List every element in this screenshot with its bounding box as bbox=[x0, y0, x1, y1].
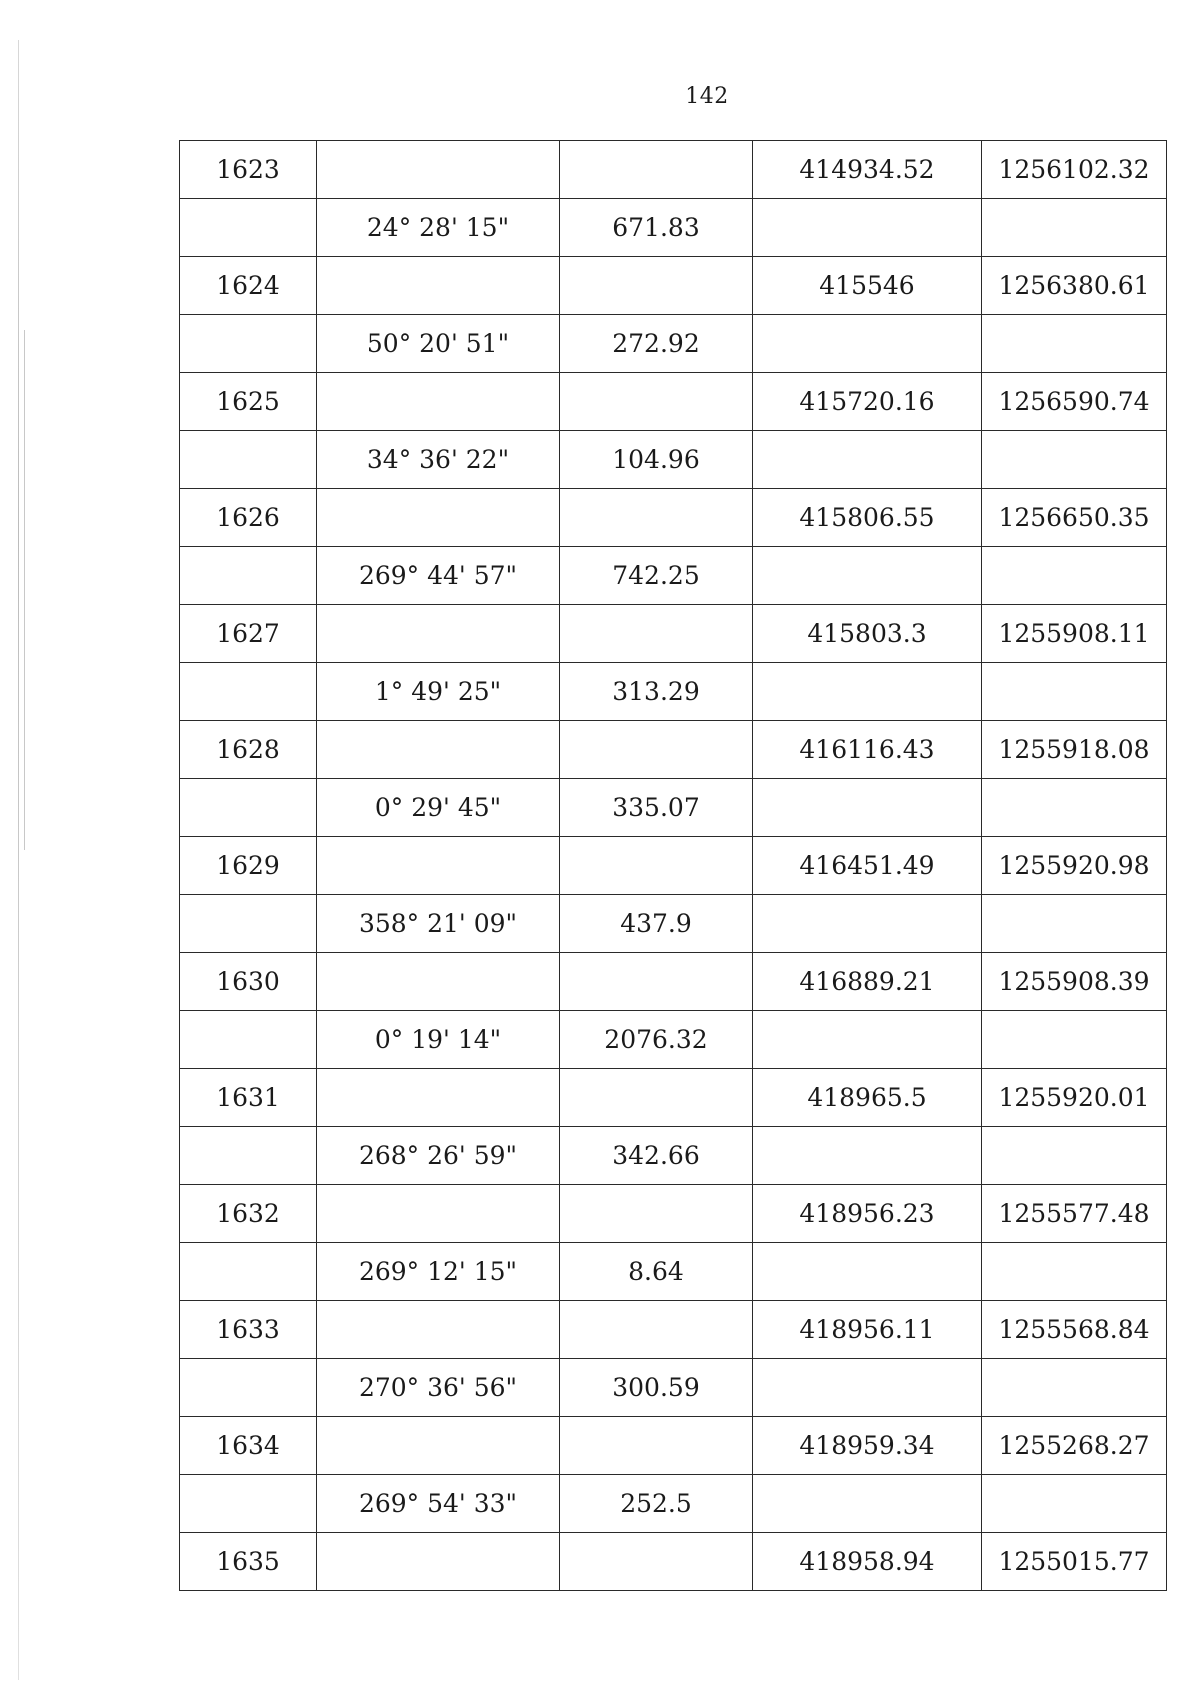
scan-edge-line bbox=[18, 40, 19, 1680]
easting-cell bbox=[982, 431, 1167, 489]
table-row bbox=[180, 663, 1167, 721]
distance-cell: 342.66 bbox=[560, 1127, 753, 1185]
distance-cell bbox=[560, 837, 753, 895]
distance-cell: 313.29 bbox=[560, 663, 753, 721]
table-row bbox=[180, 1069, 1167, 1127]
page-number: 142 bbox=[685, 84, 729, 109]
easting-cell: 1256380.61 bbox=[982, 257, 1167, 315]
bearing-cell: 269° 44' 57" bbox=[317, 547, 560, 605]
northing-cell: 415720.16 bbox=[753, 373, 982, 431]
station-cell bbox=[180, 1011, 317, 1069]
bearing-cell: 269° 12' 15" bbox=[317, 1243, 560, 1301]
table-row bbox=[180, 373, 1167, 431]
table-body bbox=[180, 141, 1167, 1591]
bearing-cell: 269° 54' 33" bbox=[317, 1475, 560, 1533]
bearing-cell bbox=[317, 1185, 560, 1243]
easting-cell bbox=[982, 779, 1167, 837]
station-cell: 1631 bbox=[180, 1069, 317, 1127]
easting-cell: 1256102.32 bbox=[982, 141, 1167, 199]
station-cell: 1635 bbox=[180, 1533, 317, 1591]
northing-cell bbox=[753, 1127, 982, 1185]
easting-cell: 1255908.11 bbox=[982, 605, 1167, 663]
station-cell: 1630 bbox=[180, 953, 317, 1011]
station-cell bbox=[180, 1359, 317, 1417]
distance-cell bbox=[560, 721, 753, 779]
bearing-cell: 0° 29' 45" bbox=[317, 779, 560, 837]
northing-cell: 414934.52 bbox=[753, 141, 982, 199]
northing-cell: 415546 bbox=[753, 257, 982, 315]
northing-cell bbox=[753, 1475, 982, 1533]
table-row bbox=[180, 1533, 1167, 1591]
northing-cell bbox=[753, 547, 982, 605]
northing-cell bbox=[753, 431, 982, 489]
station-cell: 1624 bbox=[180, 257, 317, 315]
easting-cell: 1255918.08 bbox=[982, 721, 1167, 779]
easting-cell: 1255577.48 bbox=[982, 1185, 1167, 1243]
bearing-cell bbox=[317, 1417, 560, 1475]
table-row bbox=[180, 547, 1167, 605]
station-cell: 1625 bbox=[180, 373, 317, 431]
bearing-cell bbox=[317, 489, 560, 547]
station-cell bbox=[180, 431, 317, 489]
bearing-cell: 1° 49' 25" bbox=[317, 663, 560, 721]
station-cell bbox=[180, 1475, 317, 1533]
station-cell: 1629 bbox=[180, 837, 317, 895]
distance-cell: 252.5 bbox=[560, 1475, 753, 1533]
easting-cell: 1255568.84 bbox=[982, 1301, 1167, 1359]
station-cell bbox=[180, 315, 317, 373]
table-row bbox=[180, 1359, 1167, 1417]
table-row bbox=[180, 721, 1167, 779]
distance-cell: 8.64 bbox=[560, 1243, 753, 1301]
bearing-cell: 0° 19' 14" bbox=[317, 1011, 560, 1069]
easting-cell: 1255015.77 bbox=[982, 1533, 1167, 1591]
distance-cell bbox=[560, 489, 753, 547]
northing-cell bbox=[753, 1243, 982, 1301]
easting-cell bbox=[982, 663, 1167, 721]
table-row bbox=[180, 1011, 1167, 1069]
easting-cell bbox=[982, 1475, 1167, 1533]
northing-cell: 415803.3 bbox=[753, 605, 982, 663]
bearing-cell: 50° 20' 51" bbox=[317, 315, 560, 373]
bearing-cell bbox=[317, 721, 560, 779]
distance-cell bbox=[560, 141, 753, 199]
station-cell: 1634 bbox=[180, 1417, 317, 1475]
easting-cell: 1255268.27 bbox=[982, 1417, 1167, 1475]
table-row bbox=[180, 1475, 1167, 1533]
easting-cell bbox=[982, 199, 1167, 257]
northing-cell: 416116.43 bbox=[753, 721, 982, 779]
table-row bbox=[180, 199, 1167, 257]
distance-cell bbox=[560, 1069, 753, 1127]
distance-cell bbox=[560, 1417, 753, 1475]
northing-cell bbox=[753, 779, 982, 837]
distance-cell bbox=[560, 605, 753, 663]
station-cell: 1626 bbox=[180, 489, 317, 547]
bearing-cell: 358° 21' 09" bbox=[317, 895, 560, 953]
northing-cell: 415806.55 bbox=[753, 489, 982, 547]
bearing-cell bbox=[317, 1069, 560, 1127]
distance-cell bbox=[560, 1185, 753, 1243]
bearing-cell bbox=[317, 837, 560, 895]
station-cell: 1628 bbox=[180, 721, 317, 779]
easting-cell bbox=[982, 1127, 1167, 1185]
table-row bbox=[180, 1185, 1167, 1243]
scan-edge-line-secondary bbox=[24, 330, 25, 850]
distance-cell: 335.07 bbox=[560, 779, 753, 837]
bearing-cell: 24° 28' 15" bbox=[317, 199, 560, 257]
survey-coordinates-table bbox=[179, 140, 1167, 1591]
distance-cell: 742.25 bbox=[560, 547, 753, 605]
station-cell: 1627 bbox=[180, 605, 317, 663]
northing-cell: 416451.49 bbox=[753, 837, 982, 895]
distance-cell: 2076.32 bbox=[560, 1011, 753, 1069]
station-cell: 1623 bbox=[180, 141, 317, 199]
distance-cell bbox=[560, 373, 753, 431]
bearing-cell bbox=[317, 605, 560, 663]
bearing-cell bbox=[317, 141, 560, 199]
station-cell bbox=[180, 547, 317, 605]
bearing-cell bbox=[317, 257, 560, 315]
table-row bbox=[180, 1127, 1167, 1185]
northing-cell bbox=[753, 315, 982, 373]
station-cell: 1633 bbox=[180, 1301, 317, 1359]
distance-cell: 300.59 bbox=[560, 1359, 753, 1417]
bearing-cell bbox=[317, 953, 560, 1011]
table-row bbox=[180, 837, 1167, 895]
distance-cell bbox=[560, 1533, 753, 1591]
table-row bbox=[180, 1417, 1167, 1475]
northing-cell bbox=[753, 895, 982, 953]
distance-cell bbox=[560, 1301, 753, 1359]
station-cell bbox=[180, 895, 317, 953]
easting-cell: 1256650.35 bbox=[982, 489, 1167, 547]
distance-cell: 104.96 bbox=[560, 431, 753, 489]
table-row bbox=[180, 257, 1167, 315]
northing-cell: 418965.5 bbox=[753, 1069, 982, 1127]
station-cell bbox=[180, 199, 317, 257]
station-cell bbox=[180, 1127, 317, 1185]
bearing-cell: 268° 26' 59" bbox=[317, 1127, 560, 1185]
distance-cell bbox=[560, 953, 753, 1011]
bearing-cell bbox=[317, 373, 560, 431]
distance-cell: 272.92 bbox=[560, 315, 753, 373]
easting-cell bbox=[982, 315, 1167, 373]
table-row bbox=[180, 605, 1167, 663]
station-cell bbox=[180, 779, 317, 837]
northing-cell: 418956.11 bbox=[753, 1301, 982, 1359]
easting-cell bbox=[982, 895, 1167, 953]
northing-cell bbox=[753, 199, 982, 257]
table-row bbox=[180, 895, 1167, 953]
table-row bbox=[180, 489, 1167, 547]
table-row bbox=[180, 779, 1167, 837]
table-row bbox=[180, 1301, 1167, 1359]
table-row bbox=[180, 1243, 1167, 1301]
northing-cell: 416889.21 bbox=[753, 953, 982, 1011]
easting-cell bbox=[982, 1243, 1167, 1301]
easting-cell bbox=[982, 547, 1167, 605]
bearing-cell bbox=[317, 1533, 560, 1591]
station-cell: 1632 bbox=[180, 1185, 317, 1243]
bearing-cell: 34° 36' 22" bbox=[317, 431, 560, 489]
table-row bbox=[180, 431, 1167, 489]
easting-cell bbox=[982, 1011, 1167, 1069]
northing-cell: 418956.23 bbox=[753, 1185, 982, 1243]
northing-cell: 418959.34 bbox=[753, 1417, 982, 1475]
table-row bbox=[180, 953, 1167, 1011]
distance-cell bbox=[560, 257, 753, 315]
table-row bbox=[180, 315, 1167, 373]
bearing-cell: 270° 36' 56" bbox=[317, 1359, 560, 1417]
bearing-cell bbox=[317, 1301, 560, 1359]
distance-cell: 671.83 bbox=[560, 199, 753, 257]
northing-cell: 418958.94 bbox=[753, 1533, 982, 1591]
table-row bbox=[180, 141, 1167, 199]
northing-cell bbox=[753, 663, 982, 721]
northing-cell bbox=[753, 1359, 982, 1417]
easting-cell: 1255920.98 bbox=[982, 837, 1167, 895]
station-cell bbox=[180, 663, 317, 721]
northing-cell bbox=[753, 1011, 982, 1069]
distance-cell: 437.9 bbox=[560, 895, 753, 953]
easting-cell: 1255908.39 bbox=[982, 953, 1167, 1011]
station-cell bbox=[180, 1243, 317, 1301]
easting-cell: 1255920.01 bbox=[982, 1069, 1167, 1127]
easting-cell: 1256590.74 bbox=[982, 373, 1167, 431]
easting-cell bbox=[982, 1359, 1167, 1417]
